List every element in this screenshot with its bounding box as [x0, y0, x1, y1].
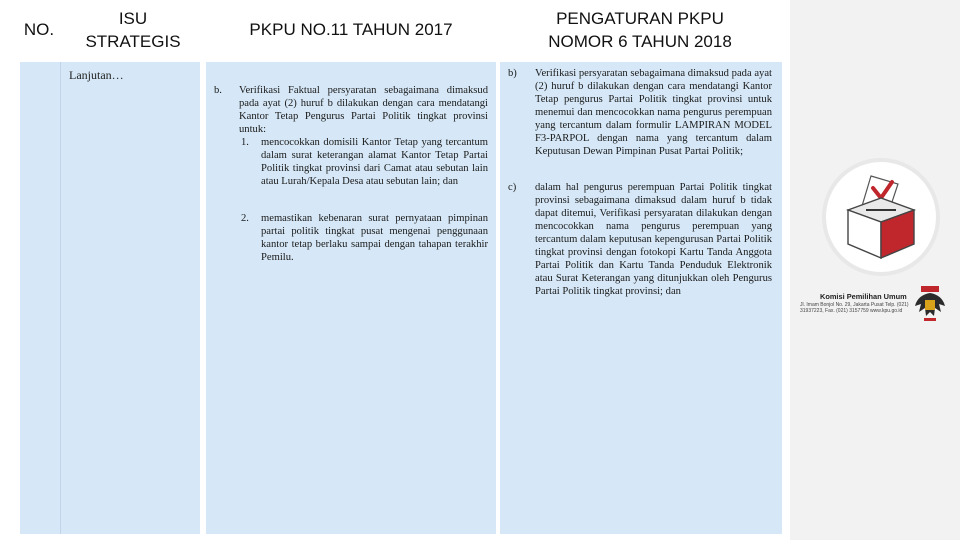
pkpu-2017-sub-item: mencocokkan domisili Kantor Tetap yang tercantum dalam surat keterangan alamat Kantor Tetap Partai Politik tingkat provinsi dari Camat atau sebutan lain atau Lurah/Kepala Desa atau sebutan lain; dan [261, 137, 488, 187]
column-pkpu-2017 [206, 62, 496, 534]
header-pkpu-2018-line1: PENGATURAN PKPU [556, 8, 724, 28]
kpu-address: Jl. Imam Bonjol No. 29, Jakarta Pusat Telp. (021) 31937223, Fax. (021) 3157759 www.kpu.go.id [800, 302, 909, 314]
header-pkpu-2018-line2: NOMOR 6 TAHUN 2018 [548, 32, 732, 51]
pkpu-2018-item: dalam hal pengurus perempuan Partai Politik tingkat provinsi sebagaimana dimaksud dalam huruf b tidak dapat ditemui, Verifikasi persyaratan dilakukan dengan mencocokkan nama pengurus perempuan yang tercantum dalam keputusan kepengurusan Partai Politik tingkat provinsi dengan fotokopi Kartu Tanda Anggota Partai Politik dan Kartu Tanda Penduduk Elektronik atau Surat Keterangan yang ditunjukkan oleh Pengurus Partai Politik tingkat provinsi; dan [535, 182, 772, 297]
item-marker: b. [214, 85, 222, 96]
pkpu-2018-item: Verifikasi persyaratan sebagaimana dimaksud pada ayat (2) huruf b dilakukan dengan cara mendatangi Kantor Tetap pengurus Partai Politik tingkat provinsi untuk menemui dan mencocokkan nama pengurus perempuan yang tercantum dalam formulir LAMPIRAN MODEL F3-PARPOL dengan nama yang tercantum dalam Keputusan Dewan Pimpinan Pusat Partai Politik; [535, 68, 772, 157]
header-no [18, 0, 60, 60]
sub-item-number: 1. [241, 137, 249, 148]
ballot-box-icon-graphic [826, 162, 936, 272]
garuda-emblem-icon [913, 284, 947, 324]
pkpu-2017-intro: Verifikasi Faktual persyaratan sebagaimana dimaksud pada ayat (2) huruf b dilakukan dengan cara mendatangi Kantor Tetap Pengurus Partai Politik tingkat provinsi untuk: [239, 85, 488, 135]
header-pkpu-2017-label: PKPU NO.11 TAHUN 2017 [249, 20, 453, 40]
panel-separator [782, 0, 790, 540]
isu-continued-text: Lanjutan… [69, 68, 124, 82]
kpu-org-name: Komisi Pemilihan Umum [820, 292, 907, 301]
header-isu-strategis [66, 0, 200, 60]
column-no [20, 62, 60, 534]
column-pkpu-2018 [500, 62, 782, 534]
item-marker: b) [508, 68, 517, 79]
header-pkpu-2018 [500, 0, 780, 60]
ballot-box-icon [822, 158, 940, 276]
item-marker: c) [508, 182, 517, 193]
column-isu-strategis [60, 62, 200, 534]
header-isu-line2: STRATEGIS [85, 32, 181, 51]
pkpu-2017-sub-item: memastikan kebenaran surat pernyataan pimpinan partai politik tingkat pusat mengenai penggunaan kantor tetap berlaku sampai dengan tahapan terakhir Pemilu. [261, 213, 488, 263]
garuda-emblem-graphic [913, 284, 947, 324]
kpu-branding [800, 280, 950, 326]
header-isu-line1: ISU [118, 8, 148, 28]
header-no-label: NO. [23, 20, 55, 40]
sub-item-number: 2. [241, 213, 249, 224]
header-pkpu-2017 [210, 0, 492, 60]
